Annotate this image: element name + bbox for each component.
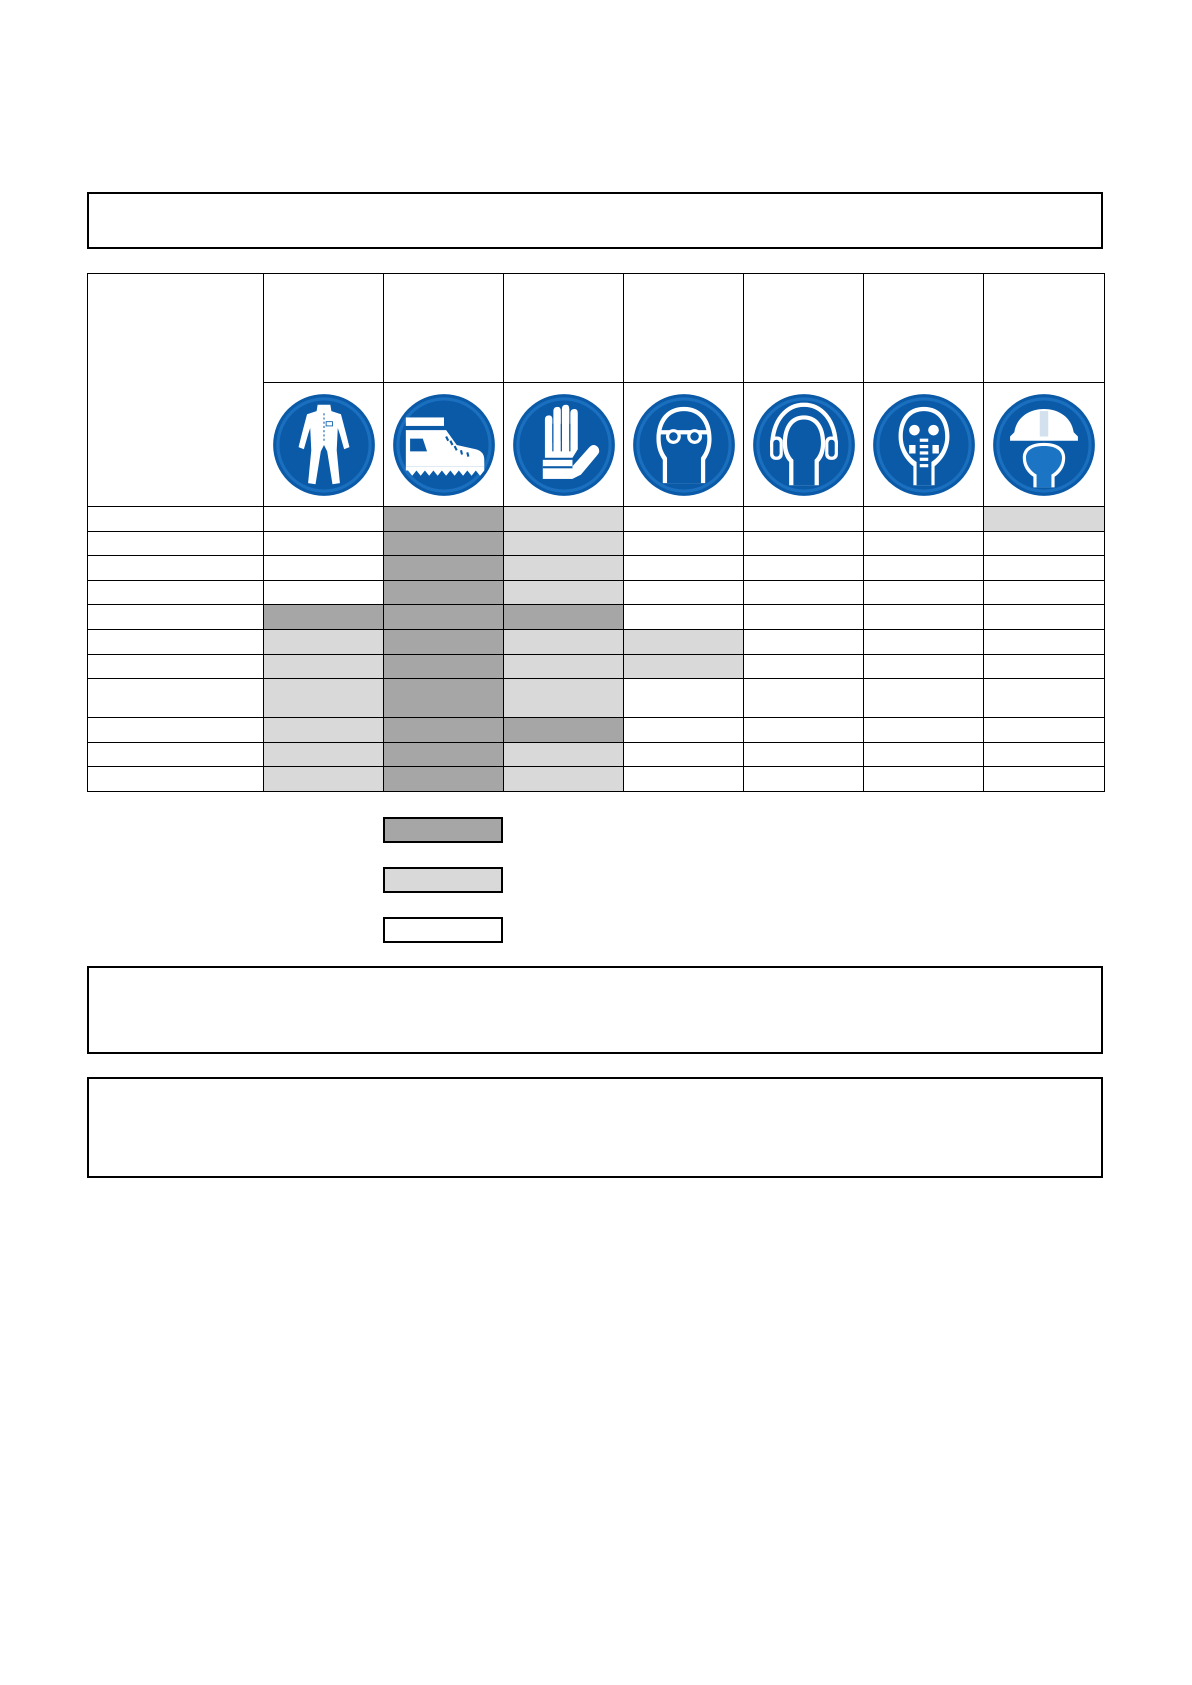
ppe-matrix-table	[87, 273, 1105, 792]
matrix-cell	[744, 654, 864, 679]
matrix-cell	[624, 679, 744, 718]
matrix-cell	[504, 679, 624, 718]
matrix-cell	[744, 742, 864, 767]
hearing-protection-icon	[751, 392, 857, 498]
activity-cell	[88, 742, 264, 767]
matrix-cell	[984, 654, 1105, 679]
matrix-cell	[384, 580, 504, 605]
table-row	[88, 507, 1105, 532]
matrix-cell	[384, 718, 504, 743]
matrix-cell	[504, 507, 624, 532]
matrix-cell	[384, 767, 504, 792]
matrix-cell	[864, 556, 984, 581]
matrix-cell	[864, 767, 984, 792]
matrix-cell	[744, 629, 864, 654]
matrix-cell	[504, 629, 624, 654]
respirator-mask-icon	[871, 392, 977, 498]
table-row	[88, 742, 1105, 767]
ppe-icon-cell	[984, 383, 1105, 507]
activity-cell	[88, 507, 264, 532]
matrix-cell	[984, 629, 1105, 654]
matrix-cell	[384, 679, 504, 718]
activity-cell	[88, 654, 264, 679]
activity-cell	[88, 767, 264, 792]
matrix-cell	[264, 718, 384, 743]
matrix-cell	[864, 629, 984, 654]
table-row	[88, 679, 1105, 718]
matrix-cell	[504, 718, 624, 743]
ppe-icon-cell	[744, 383, 864, 507]
title-box	[87, 192, 1103, 249]
ppe-icon-cell	[624, 383, 744, 507]
table-row	[88, 654, 1105, 679]
matrix-cell	[624, 629, 744, 654]
matrix-cell	[984, 767, 1105, 792]
matrix-cell	[384, 629, 504, 654]
matrix-cell	[984, 718, 1105, 743]
matrix-cell	[744, 605, 864, 630]
table-row	[88, 718, 1105, 743]
legend-swatch-required	[383, 817, 503, 843]
matrix-cell	[264, 742, 384, 767]
matrix-cell	[384, 507, 504, 532]
activity-cell	[88, 531, 264, 556]
ppe-header-label-cell	[264, 274, 384, 383]
matrix-cell	[264, 654, 384, 679]
matrix-cell	[504, 580, 624, 605]
matrix-cell	[264, 580, 384, 605]
matrix-cell	[984, 507, 1105, 532]
matrix-cell	[504, 556, 624, 581]
matrix-cell	[504, 531, 624, 556]
legend-swatch-recommended	[383, 867, 503, 893]
matrix-cell	[864, 679, 984, 718]
matrix-cell	[504, 742, 624, 767]
matrix-cell	[264, 605, 384, 630]
matrix-cell	[984, 679, 1105, 718]
matrix-cell	[744, 580, 864, 605]
legend-swatch-not-required	[383, 917, 503, 943]
protective-gloves-icon	[511, 392, 617, 498]
matrix-cell	[984, 605, 1105, 630]
matrix-cell	[624, 742, 744, 767]
ppe-icon-cell	[864, 383, 984, 507]
safety-footwear-icon	[391, 392, 497, 498]
matrix-cell	[384, 531, 504, 556]
matrix-cell	[864, 742, 984, 767]
matrix-cell	[384, 742, 504, 767]
matrix-cell	[504, 654, 624, 679]
matrix-cell	[624, 767, 744, 792]
activity-header-cell	[88, 274, 264, 507]
protective-coverall-icon	[271, 392, 377, 498]
matrix-cell	[864, 531, 984, 556]
table-row	[88, 629, 1105, 654]
matrix-cell	[984, 531, 1105, 556]
ppe-header-label-cell	[984, 274, 1105, 383]
matrix-cell	[264, 679, 384, 718]
matrix-cell	[624, 718, 744, 743]
ppe-icon-cell	[384, 383, 504, 507]
matrix-cell	[984, 580, 1105, 605]
activity-cell	[88, 556, 264, 581]
matrix-cell	[264, 556, 384, 581]
matrix-cell	[744, 507, 864, 532]
safety-goggles-icon	[631, 392, 737, 498]
activity-cell	[88, 605, 264, 630]
notes-box	[87, 966, 1103, 1054]
remarks-box	[87, 1077, 1103, 1178]
matrix-cell	[624, 507, 744, 532]
ppe-header-label-cell	[864, 274, 984, 383]
matrix-cell	[624, 556, 744, 581]
table-row	[88, 531, 1105, 556]
ppe-header-label-cell	[744, 274, 864, 383]
matrix-cell	[264, 629, 384, 654]
matrix-cell	[264, 507, 384, 532]
activity-cell	[88, 679, 264, 718]
table-row	[88, 605, 1105, 630]
ppe-header-label-cell	[504, 274, 624, 383]
matrix-cell	[744, 679, 864, 718]
activity-cell	[88, 580, 264, 605]
matrix-cell	[864, 507, 984, 532]
matrix-cell	[264, 767, 384, 792]
matrix-cell	[744, 556, 864, 581]
matrix-cell	[384, 605, 504, 630]
activity-cell	[88, 718, 264, 743]
ppe-icon-cell	[504, 383, 624, 507]
matrix-cell	[744, 531, 864, 556]
matrix-cell	[384, 556, 504, 581]
table-row	[88, 580, 1105, 605]
matrix-cell	[504, 605, 624, 630]
matrix-cell	[984, 742, 1105, 767]
matrix-cell	[264, 531, 384, 556]
matrix-cell	[864, 718, 984, 743]
ppe-icon-cell	[264, 383, 384, 507]
matrix-cell	[744, 767, 864, 792]
matrix-cell	[504, 767, 624, 792]
matrix-cell	[864, 654, 984, 679]
matrix-cell	[624, 580, 744, 605]
activity-cell	[88, 629, 264, 654]
matrix-cell	[864, 605, 984, 630]
table-row	[88, 767, 1105, 792]
matrix-cell	[984, 556, 1105, 581]
ppe-header-label-cell	[384, 274, 504, 383]
table-row	[88, 556, 1105, 581]
matrix-cell	[624, 531, 744, 556]
safety-helmet-icon	[991, 392, 1097, 498]
matrix-cell	[384, 654, 504, 679]
matrix-cell	[864, 580, 984, 605]
matrix-cell	[744, 718, 864, 743]
matrix-cell	[624, 605, 744, 630]
ppe-header-label-cell	[624, 274, 744, 383]
matrix-cell	[624, 654, 744, 679]
